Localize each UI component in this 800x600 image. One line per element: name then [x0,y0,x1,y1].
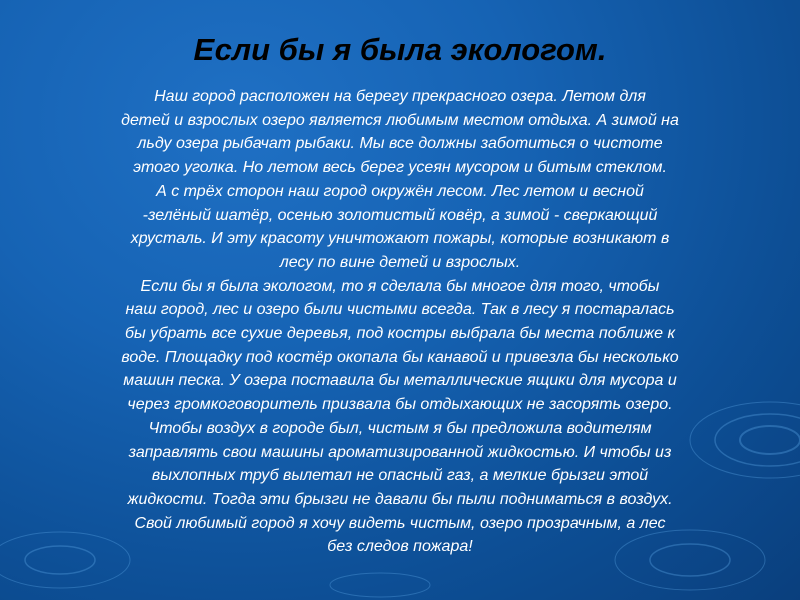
essay-line: этого уголка. Но летом весь берег усеян мусором и битым стеклом. [133,159,667,177]
essay-line: Наш город расположен на берегу прекрасного озера. Летом для [154,88,646,105]
essay-line: выхлопных труб вылетал не опасный газ, а мелкие брызги этой [151,467,649,485]
essay-line: заправлять свои машины ароматизированной жидкостью. И чтобы из [128,443,672,461]
essay-body [40,85,760,559]
essay-line: наш город, лес и озеро были чистыми всегда. Так в лесу я постаралась [125,301,675,319]
essay-line: без следов пожара! [327,538,473,556]
essay-line: бы убрать все сухие деревья, под костры выбрала бы места поближе к [124,325,676,343]
essay-line: через громкоговоритель призвала бы отдыхающих не засорять озеро. [127,396,673,414]
essay-line: хрусталь. И эту красоту уничтожают пожары, которые возникают в [130,230,670,248]
essay-line: детей и взрослых озеро является любимым местом отдыха. А зимой на [121,111,679,129]
essay-paragraph [40,512,760,559]
essay-line: Если бы я была экологом, то я сделала бы многое для того, чтобы [140,277,660,295]
essay-paragraph [40,417,760,512]
essay-line: Чтобы воздух в городе был, чистым я бы предложила водителям [148,419,652,437]
essay-line: Свой любимый город я хочу видеть чистым, озеро прозрачным, а лес [134,514,666,532]
essay-line: жидкости. Тогда эти брызги не давали бы пыли подниматься в воздух. [127,490,673,508]
essay-paragraph [40,180,760,275]
essay-line: лесу по вине детей и взрослых. [279,253,521,271]
essay-paragraph [40,275,760,417]
essay-line: льду озера рыбачат рыбаки. Мы все должны заботиться о чистоте [137,135,663,153]
essay-paragraph [40,85,760,180]
essay-line: -зелёный шатёр, осенью золотистый ковёр, а зимой - сверкающий [142,206,658,224]
slide-title: Если бы я была экологом. [193,32,607,67]
essay-line: А с трёх сторон наш город окружён лесом. Лес летом и весной [156,182,644,200]
essay-line: воде. Площадку под костёр окопала бы канавой и привезла бы несколько [121,348,679,366]
essay-line: машин песка. У озера поставила бы металлические ящики для мусора и [123,372,677,390]
